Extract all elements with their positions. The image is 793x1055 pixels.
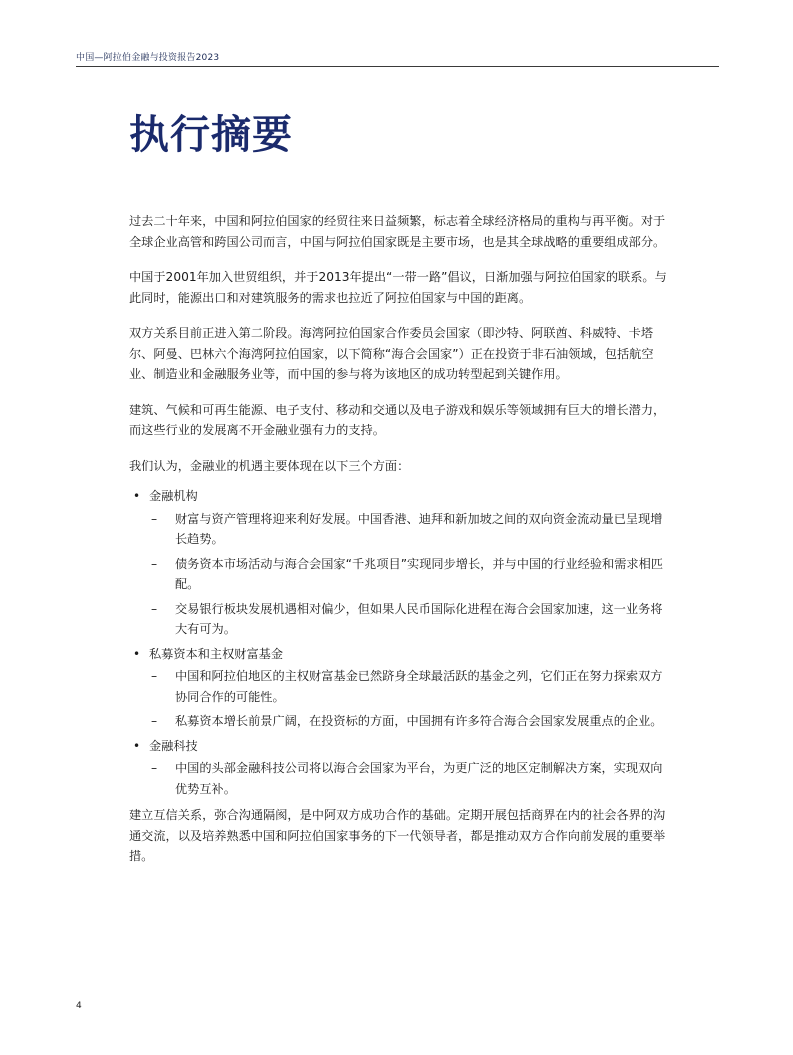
- dash-icon: –: [151, 511, 158, 526]
- list-item: [129, 644, 669, 732]
- sub-item-text: 私募资本增长前景广阔，在投资标的方面，中国拥有许多符合海合会国家发展重点的企业。: [175, 714, 663, 728]
- opportunity-list: [129, 486, 669, 799]
- sub-list-item: [149, 554, 669, 595]
- dash-icon: –: [151, 761, 158, 775]
- paragraph: 双方关系目前正进入第二阶段。海湾阿拉伯国家合作委员会国家（即沙特、阿联酋、科威特、卡塔尔、阿曼、巴林六个海湾阿拉伯国家，以下简称“海合会国家”）正在投资于非石油领域，包括航空业、制造业和金融服务业等，而中国的参与将为该地区的成功转型起到关键作用。: [129, 326, 654, 381]
- dash-icon: –: [151, 714, 158, 728]
- paragraph-intro: 我们认为，金融业的机遇主要体现在以下三个方面：: [129, 458, 410, 473]
- sub-list: [149, 758, 669, 799]
- page-number: 4: [76, 1001, 82, 1011]
- body-content: [129, 211, 669, 882]
- paragraph: 中国于2001年加入世贸组织，并于2013年提出“一带一路”倡议，日渐加强与阿拉伯国家的联系。与此同时，能源出口和对建筑服务的需求也拉近了阿拉伯国家与中国的距离。: [129, 270, 667, 305]
- bullet-icon: •: [133, 738, 141, 753]
- sub-list: [149, 509, 669, 640]
- list-item: [129, 486, 669, 640]
- page-title: 执行摘要: [129, 112, 293, 158]
- bullet-icon: •: [133, 489, 141, 503]
- sub-item-text: 财富与资产管理将迎来利好发展。中国香港、迪拜和新加坡之间的双向资金流动量已呈现增长趋势。: [175, 511, 663, 546]
- list-item: [129, 736, 669, 800]
- sub-list: [149, 666, 669, 732]
- bullet-label: 金融科技: [149, 738, 198, 753]
- sub-item-text: 债务资本市场活动与海合会国家“千兆项目”实现同步增长，并与中国的行业经验和需求相匹配。: [175, 556, 663, 591]
- sub-list-item: [149, 599, 669, 640]
- running-header-title: 中国—阿拉伯金融与投资报告2023: [76, 53, 220, 63]
- dash-icon: –: [151, 601, 158, 616]
- closing-paragraph: 建立互信关系，弥合沟通隔阂，是中阿双方成功合作的基础。定期开展包括商界在内的社会各界的沟通交流，以及培养熟悉中国和阿拉伯国家事务的下一代领导者，都是推动双方合作向前发展的重要举措。: [129, 808, 666, 863]
- bullet-label: 金融机构: [149, 489, 198, 503]
- paragraph: 建筑、气候和可再生能源、电子支付、移动和交通以及电子游戏和娱乐等领域拥有巨大的增长潜力，而这些行业的发展离不开金融业强有力的支持。: [129, 402, 666, 437]
- dash-icon: –: [151, 556, 158, 571]
- sub-list-item: [149, 509, 669, 550]
- paragraph: 过去二十年来，中国和阿拉伯国家的经贸往来日益频繁，标志着全球经济格局的重构与再平衡。对于全球企业高管和跨国公司而言，中国与阿拉伯国家既是主要市场，也是其全球战略的重要组成部分。: [129, 214, 666, 249]
- sub-item-text: 中国的头部金融科技公司将以海合会国家为平台，为更广泛的地区定制解决方案，实现双向优势互补。: [175, 761, 663, 796]
- sub-list-item: [149, 666, 669, 707]
- sub-list-item: [149, 758, 669, 799]
- bullet-icon: •: [133, 646, 141, 661]
- sub-item-text: 中国和阿拉伯地区的主权财富基金已然跻身全球最活跃的基金之列，它们正在努力探索双方协同合作的可能性。: [175, 669, 663, 704]
- dash-icon: –: [151, 669, 158, 683]
- bullet-label: 私募资本和主权财富基金: [149, 646, 284, 661]
- header-divider: [76, 66, 719, 67]
- sub-item-text: 交易银行板块发展机遇相对偏少，但如果人民币国际化进程在海合会国家加速，这一业务将大有可为。: [175, 601, 663, 636]
- sub-list-item: [149, 711, 669, 732]
